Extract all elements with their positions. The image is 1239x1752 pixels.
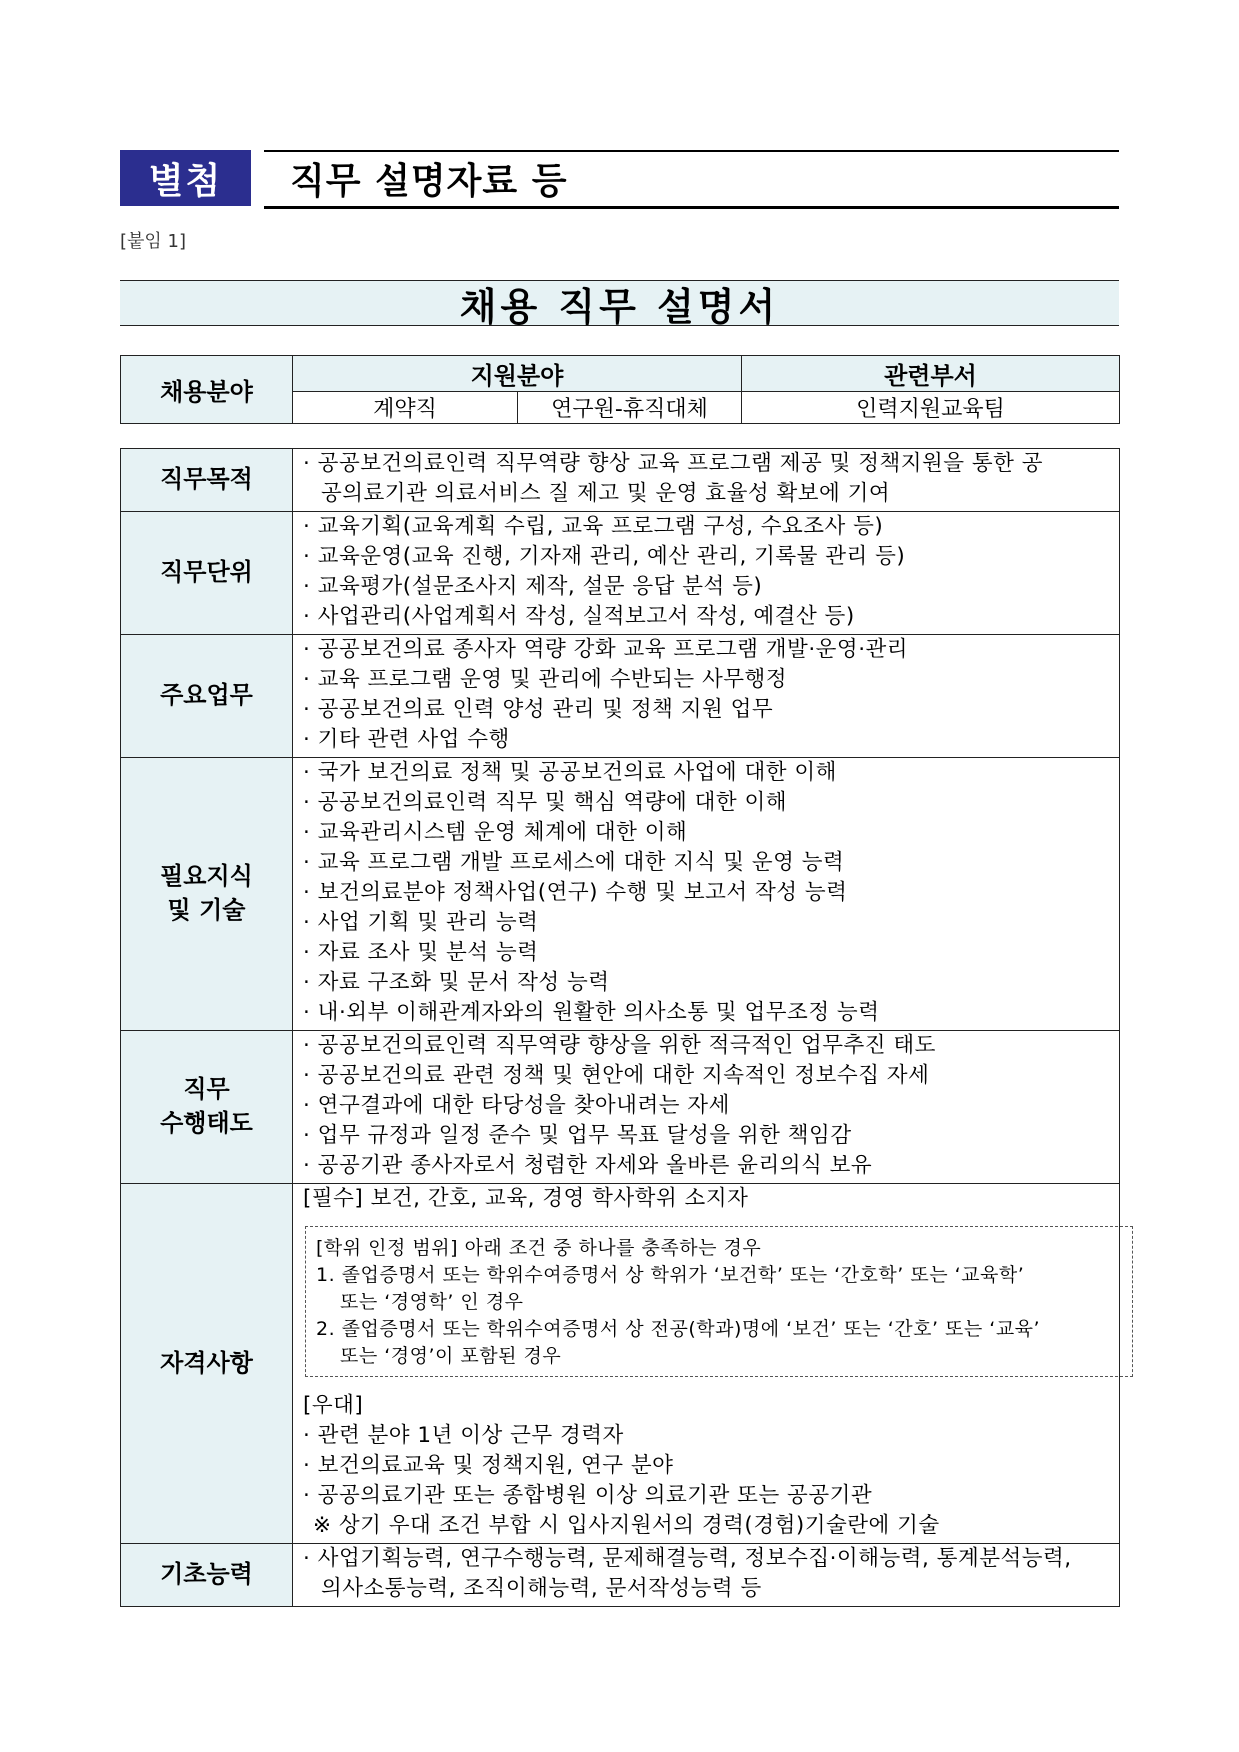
job-description-table: [120, 448, 1120, 1607]
attitude-label-line2: 수행태도: [160, 1109, 253, 1137]
degree-scope-item: 또는 ‘경영’이 포함된 경우: [340, 1345, 562, 1367]
preferred-item: · 보건의료교육 및 정책지원, 연구 분야: [303, 1453, 674, 1478]
degree-scope-item: 1. 졸업증명서 또는 학위수여증명서 상 학위가 ‘보건학’ 또는 ‘간호학’ 또는 ‘교육학’: [316, 1264, 1025, 1286]
knowledge-line: · 공공보건의료인력 직무 및 핵심 역량에 대한 이해: [303, 790, 788, 815]
basic-line: 의사소통능력, 조직이해능력, 문서작성능력 등: [321, 1576, 762, 1601]
qualification-label: 자격사항: [121, 1184, 293, 1544]
knowledge-label: [121, 758, 293, 1031]
row-purpose: [121, 449, 1120, 512]
row-knowledge: [121, 758, 1120, 1031]
duties-line: · 공공보건의료 인력 양성 관리 및 정책 지원 업무: [303, 697, 774, 722]
title-rule-bottom: [264, 206, 1119, 209]
knowledge-line: · 내·외부 이해관계자와의 원활한 의사소통 및 업무조정 능력: [303, 1000, 880, 1025]
units-line: · 사업관리(사업계획서 작성, 실적보고서 작성, 예결산 등): [303, 604, 855, 629]
row-qualification: [121, 1184, 1120, 1544]
basic-label: 기초능력: [121, 1544, 293, 1607]
position-name: 연구원-휴직대체: [518, 392, 742, 424]
units-label: 직무단위: [121, 512, 293, 635]
units-line: · 교육운영(교육 진행, 기자재 관리, 예산 관리, 기록물 관리 등): [303, 544, 906, 569]
knowledge-line: · 자료 조사 및 분석 능력: [303, 940, 539, 965]
duties-line: · 교육 프로그램 운영 및 관리에 수반되는 사무행정: [303, 667, 788, 692]
attitude-line: · 업무 규정과 일정 준수 및 업무 목표 달성을 위한 책임감: [303, 1123, 852, 1148]
units-line: · 교육평가(설문조사지 제작, 설문 응답 분석 등): [303, 574, 763, 599]
row-duties: [121, 635, 1120, 758]
preferred-item: · 공공의료기관 또는 종합병원 이상 의료기관 또는 공공기관: [303, 1483, 873, 1508]
preferred-title: [우대]: [303, 1393, 364, 1418]
knowledge-line: · 교육관리시스템 운영 체계에 대한 이해: [303, 820, 688, 845]
row-basic: [121, 1544, 1120, 1607]
employment-type: 계약직: [293, 392, 518, 424]
duties-label: 주요업무: [121, 635, 293, 758]
purpose-line: 공의료기관 의료서비스 질 제고 및 운영 효율성 확보에 기여: [321, 481, 891, 506]
degree-scope-item: 또는 ‘경영학’ 인 경우: [340, 1291, 524, 1313]
recruitment-table: [120, 355, 1120, 424]
related-dept-header: 관련부서: [742, 356, 1120, 392]
attachment-badge: 별첨: [120, 150, 251, 206]
support-field-header: 지원분야: [293, 356, 742, 392]
attitude-line: · 공공보건의료인력 직무역량 향상을 위한 적극적인 업무추진 태도: [303, 1033, 936, 1058]
degree-scope-box: [305, 1226, 1133, 1377]
row-units: [121, 512, 1120, 635]
knowledge-line: · 사업 기획 및 관리 능력: [303, 910, 539, 935]
duties-line: · 공공보건의료 종사자 역량 강화 교육 프로그램 개발·운영·관리: [303, 637, 909, 662]
knowledge-line: · 보건의료분야 정책사업(연구) 수행 및 보고서 작성 능력: [303, 880, 848, 905]
attitude-line: · 연구결과에 대한 타당성을 찾아내려는 자세: [303, 1093, 730, 1118]
purpose-line: · 공공보건의료인력 직무역량 향상 교육 프로그램 제공 및 정책지원을 통한 공: [303, 451, 1044, 476]
attachment-number: [붙임 1]: [120, 231, 186, 252]
attitude-line: · 공공보건의료 관련 정책 및 현안에 대한 지속적인 정보수집 자세: [303, 1063, 930, 1088]
job-description-banner: 채용 직무 설명서: [120, 280, 1119, 326]
degree-scope-heading: [학위 인정 범위] 아래 조건 중 하나를 충족하는 경우: [316, 1237, 762, 1259]
degree-scope-item: 2. 졸업증명서 또는 학위수여증명서 상 전공(학과)명에 ‘보건’ 또는 ‘간호’ 또는 ‘교육’: [316, 1318, 1041, 1340]
page-title: 직무 설명자료 등: [290, 160, 568, 202]
purpose-label: 직무목적: [121, 449, 293, 512]
knowledge-label-line2: 및 기술: [167, 896, 246, 924]
knowledge-line: · 자료 구조화 및 문서 작성 능력: [303, 970, 610, 995]
department-name: 인력지원교육팀: [742, 392, 1120, 424]
duties-line: · 기타 관련 사업 수행: [303, 727, 510, 752]
recruitment-field-label: 채용분야: [121, 356, 293, 424]
required-qualification: [필수] 보건, 간호, 교육, 경영 학사학위 소지자: [303, 1186, 749, 1211]
attitude-line: · 공공기관 종사자로서 청렴한 자세와 올바른 윤리의식 보유: [303, 1153, 873, 1178]
attitude-label-line1: 직무: [183, 1075, 230, 1104]
attitude-label: [121, 1031, 293, 1184]
knowledge-label-line1: 필요지식: [160, 862, 253, 891]
preferred-note: ※ 상기 우대 조건 부합 시 입사지원서의 경력(경험)기술란에 기술: [313, 1513, 940, 1538]
row-attitude: [121, 1031, 1120, 1184]
preferred-item: · 관련 분야 1년 이상 근무 경력자: [303, 1423, 624, 1448]
units-line: · 교육기획(교육계획 수립, 교육 프로그램 구성, 수요조사 등): [303, 514, 884, 539]
knowledge-line: · 국가 보건의료 정책 및 공공보건의료 사업에 대한 이해: [303, 760, 837, 785]
knowledge-line: · 교육 프로그램 개발 프로세스에 대한 지식 및 운영 능력: [303, 850, 845, 875]
basic-line: · 사업기획능력, 연구수행능력, 문제해결능력, 정보수집·이해능력, 통계분석능력,: [303, 1546, 1072, 1571]
